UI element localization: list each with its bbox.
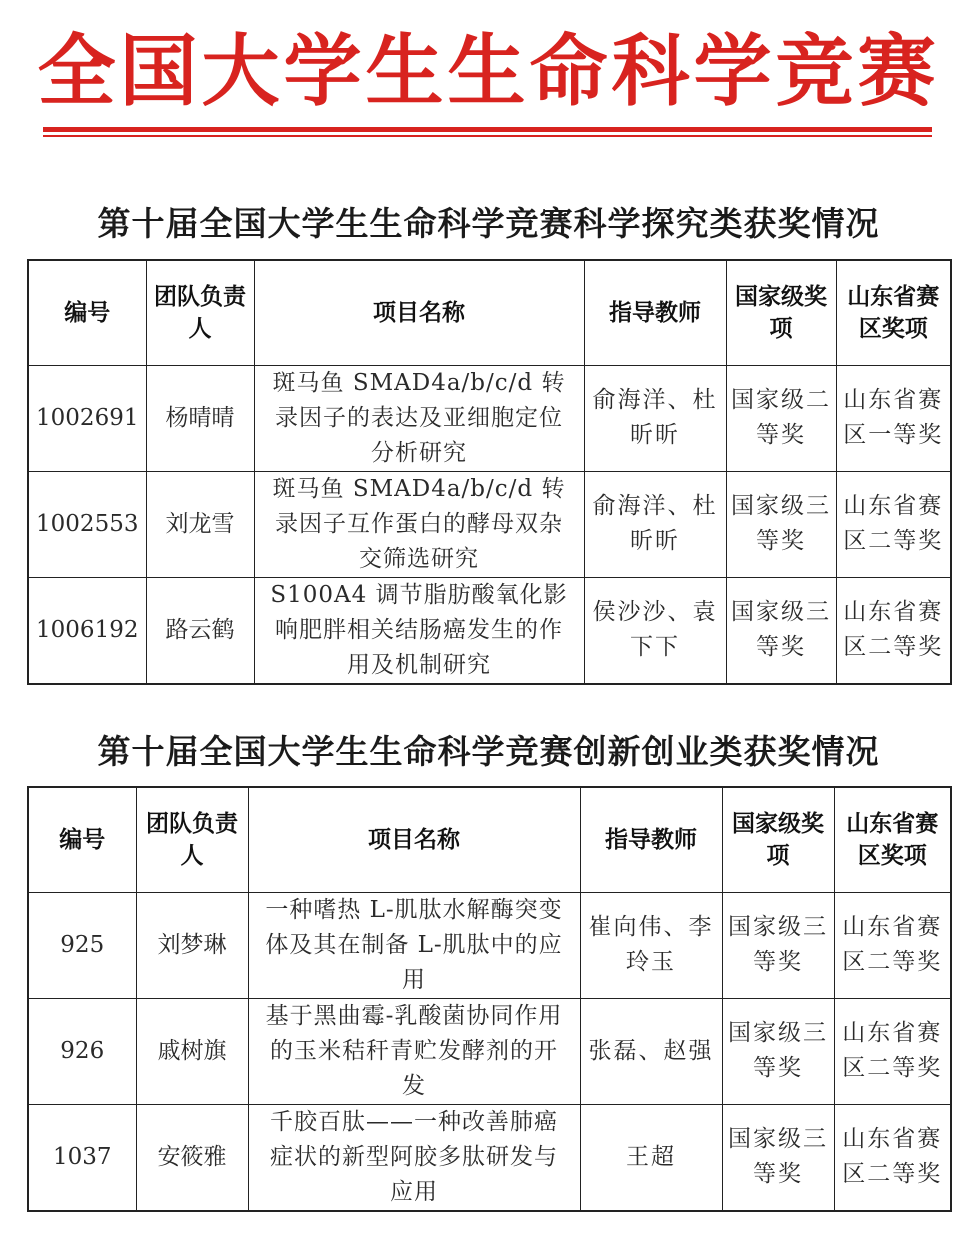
- section-title-innovation: 第十届全国大学生生命科学竞赛创新创业类获奖情况: [97, 732, 880, 771]
- table-row: [28, 365, 951, 471]
- cell-id: 1006192: [28, 577, 146, 684]
- header-advisor: 指导教师: [584, 260, 726, 365]
- cell-advisor: 张磊、赵强: [580, 998, 722, 1104]
- cell-id: 925: [28, 892, 136, 998]
- cell-id: 1002691: [28, 365, 146, 471]
- cell-advisor: 崔向伟、李玲玉: [580, 892, 722, 998]
- cell-leader: 刘龙雪: [146, 471, 254, 577]
- header-project: 项目名称: [254, 260, 584, 365]
- cell-national-award: 国家级三等奖: [722, 892, 834, 998]
- cell-project: 斑马鱼 SMAD4a/b/c/d 转录因子的表达及亚细胞定位分析研究: [254, 365, 584, 471]
- table-header-row: [28, 260, 951, 365]
- cell-national-award: 国家级二等奖: [726, 365, 836, 471]
- header-national-award: 国家级奖项: [726, 260, 836, 365]
- cell-leader: 戚树旗: [136, 998, 248, 1104]
- cell-national-award: 国家级三等奖: [726, 471, 836, 577]
- cell-provincial-award: 山东省赛区二等奖: [834, 998, 951, 1104]
- header-provincial-award: 山东省赛区奖项: [836, 260, 951, 365]
- cell-provincial-award: 山东省赛区二等奖: [836, 577, 951, 684]
- cell-national-award: 国家级三等奖: [726, 577, 836, 684]
- cell-leader: 杨晴晴: [146, 365, 254, 471]
- cell-national-award: 国家级三等奖: [722, 998, 834, 1104]
- table-header-row: [28, 787, 951, 892]
- header-leader: 团队负责人: [146, 260, 254, 365]
- cell-project: 斑马鱼 SMAD4a/b/c/d 转录因子互作蛋白的酵母双杂交筛选研究: [254, 471, 584, 577]
- cell-leader: 路云鹤: [146, 577, 254, 684]
- cell-advisor: 俞海洋、杜昕昕: [584, 471, 726, 577]
- cell-id: 1037: [28, 1104, 136, 1211]
- cell-advisor: 侯沙沙、袁下下: [584, 577, 726, 684]
- cell-project: 千胶百肽——一种改善肺癌症状的新型阿胶多肽研发与应用: [248, 1104, 580, 1211]
- table-row: [28, 471, 951, 577]
- awards-table-science: [27, 259, 952, 685]
- cell-leader: 安筱雅: [136, 1104, 248, 1211]
- cell-provincial-award: 山东省赛区二等奖: [834, 1104, 951, 1211]
- letterhead-rule-thick: [43, 127, 932, 132]
- awards-table-innovation: [27, 786, 952, 1212]
- cell-id: 1002553: [28, 471, 146, 577]
- cell-provincial-award: 山东省赛区一等奖: [836, 365, 951, 471]
- header-advisor: 指导教师: [580, 787, 722, 892]
- header-provincial-award: 山东省赛区奖项: [834, 787, 951, 892]
- header-national-award: 国家级奖项: [722, 787, 834, 892]
- header-id: 编号: [28, 787, 136, 892]
- table-row: [28, 998, 951, 1104]
- section-title-science: 第十届全国大学生生命科学竞赛科学探究类获奖情况: [97, 204, 880, 243]
- cell-advisor: 俞海洋、杜昕昕: [584, 365, 726, 471]
- header-project: 项目名称: [248, 787, 580, 892]
- cell-provincial-award: 山东省赛区二等奖: [836, 471, 951, 577]
- letterhead-title: 全国大学生生命科学竞赛: [37, 27, 940, 117]
- cell-project: 一种嗜热 L-肌肽水解酶突变体及其在制备 L-肌肽中的应用: [248, 892, 580, 998]
- letterhead-rule-thin: [43, 135, 932, 137]
- cell-project: 基于黑曲霉-乳酸菌协同作用的玉米秸秆青贮发酵剂的开发: [248, 998, 580, 1104]
- cell-id: 926: [28, 998, 136, 1104]
- header-leader: 团队负责人: [136, 787, 248, 892]
- cell-project: S100A4 调节脂肪酸氧化影响肥胖相关结肠癌发生的作用及机制研究: [254, 577, 584, 684]
- table-row: [28, 892, 951, 998]
- cell-leader: 刘梦琳: [136, 892, 248, 998]
- header-id: 编号: [28, 260, 146, 365]
- table-row: [28, 577, 951, 684]
- cell-advisor: 王超: [580, 1104, 722, 1211]
- table-row: [28, 1104, 951, 1211]
- cell-national-award: 国家级三等奖: [722, 1104, 834, 1211]
- cell-provincial-award: 山东省赛区二等奖: [834, 892, 951, 998]
